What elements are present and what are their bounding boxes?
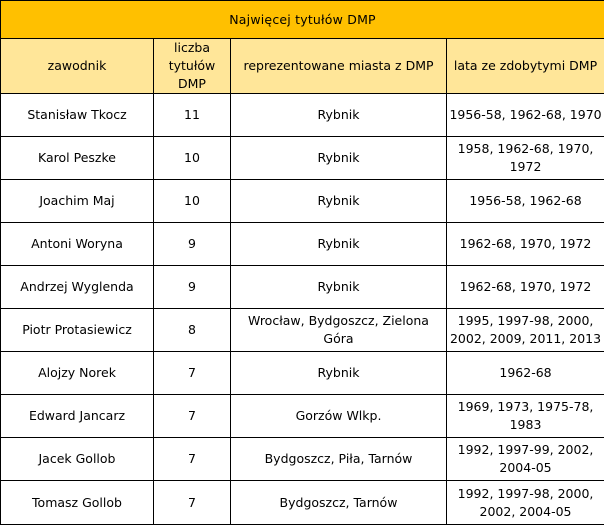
cities-cell: Wrocław, Bydgoszcz, Zielona Góra (231, 309, 447, 352)
table-row (1, 352, 604, 395)
years-cell (447, 395, 604, 438)
cities-cell: Rybnik (231, 266, 447, 309)
years-line-1: 1992, 1997-99, 2002, (458, 442, 594, 457)
years-cell (447, 266, 604, 309)
title-count-cell: 10 (154, 137, 231, 180)
cities-cell: Gorzów Wlkp. (231, 395, 447, 438)
column-header-years: lata ze zdobytymi DMP (447, 39, 604, 94)
cities-cell: Bydgoszcz, Piła, Tarnów (231, 438, 447, 481)
table-row (1, 223, 604, 266)
years-line-2: 2002, 2004-05 (480, 504, 572, 519)
years-cell (447, 309, 604, 352)
cities-cell: Rybnik (231, 180, 447, 223)
years-cell (447, 223, 604, 266)
column-header-cities: reprezentowane miasta z DMP (231, 39, 447, 94)
title-count-cell: 7 (154, 395, 231, 438)
years-line-2: 2004-05 (499, 460, 551, 475)
rider-name-cell: Tomasz Gollob (1, 481, 154, 525)
column-header-title-count (154, 39, 231, 94)
years-line-1: 1956-58, 1962-68, 1970 (449, 107, 601, 122)
table-title-row (1, 1, 604, 39)
rider-name-cell: Antoni Woryna (1, 223, 154, 266)
rider-name-cell: Andrzej Wyglenda (1, 266, 154, 309)
cities-cell: Bydgoszcz, Tarnów (231, 481, 447, 525)
table-row (1, 481, 604, 525)
years-cell (447, 481, 604, 525)
years-line-1: 1958, 1962-68, 1970, (458, 141, 594, 156)
years-cell (447, 137, 604, 180)
years-cell (447, 94, 604, 137)
years-line-2: 1972 (510, 159, 542, 174)
rider-name-cell: Stanisław Tkocz (1, 94, 154, 137)
years-line-1: 1995, 1997-98, 2000, (458, 313, 594, 328)
title-count-cell: 9 (154, 223, 231, 266)
cities-cell: Rybnik (231, 223, 447, 266)
cities-cell: Rybnik (231, 94, 447, 137)
years-line-1: 1962-68, 1970, 1972 (460, 279, 592, 294)
table-body (1, 94, 604, 525)
title-count-cell: 8 (154, 309, 231, 352)
table-row (1, 438, 604, 481)
years-cell (447, 180, 604, 223)
title-count-cell: 7 (154, 438, 231, 481)
column-header-row (1, 39, 604, 94)
years-cell (447, 352, 604, 395)
rider-name-cell: Piotr Protasiewicz (1, 309, 154, 352)
column-header-title-count-line2: tytułów DMP (169, 58, 216, 91)
title-count-cell: 7 (154, 481, 231, 525)
title-count-cell: 9 (154, 266, 231, 309)
table-row (1, 137, 604, 180)
rider-name-cell: Karol Peszke (1, 137, 154, 180)
table-row (1, 94, 604, 137)
rider-name-cell: Edward Jancarz (1, 395, 154, 438)
years-line-1: 1992, 1997-98, 2000, (458, 486, 594, 501)
years-cell (447, 438, 604, 481)
cities-cell: Rybnik (231, 352, 447, 395)
title-count-cell: 11 (154, 94, 231, 137)
years-line-1: 1956-58, 1962-68 (469, 193, 581, 208)
rider-name-cell: Alojzy Norek (1, 352, 154, 395)
table-row (1, 395, 604, 438)
table-row (1, 180, 604, 223)
years-line-1: 1962-68 (499, 365, 551, 380)
years-line-2: 2002, 2009, 2011, 2013 (450, 331, 601, 346)
table-title: Najwięcej tytułów DMP (1, 1, 604, 39)
rider-name-cell: Jacek Gollob (1, 438, 154, 481)
table-row (1, 266, 604, 309)
years-line-1: 1962-68, 1970, 1972 (460, 236, 592, 251)
table-row (1, 309, 604, 352)
title-count-cell: 10 (154, 180, 231, 223)
title-count-cell: 7 (154, 352, 231, 395)
years-line-1: 1969, 1973, 1975-78, (458, 399, 594, 414)
years-line-2: 1983 (510, 417, 542, 432)
rider-name-cell: Joachim Maj (1, 180, 154, 223)
cities-cell: Rybnik (231, 137, 447, 180)
column-header-rider: zawodnik (1, 39, 154, 94)
column-header-title-count-line1: liczba (174, 40, 210, 55)
